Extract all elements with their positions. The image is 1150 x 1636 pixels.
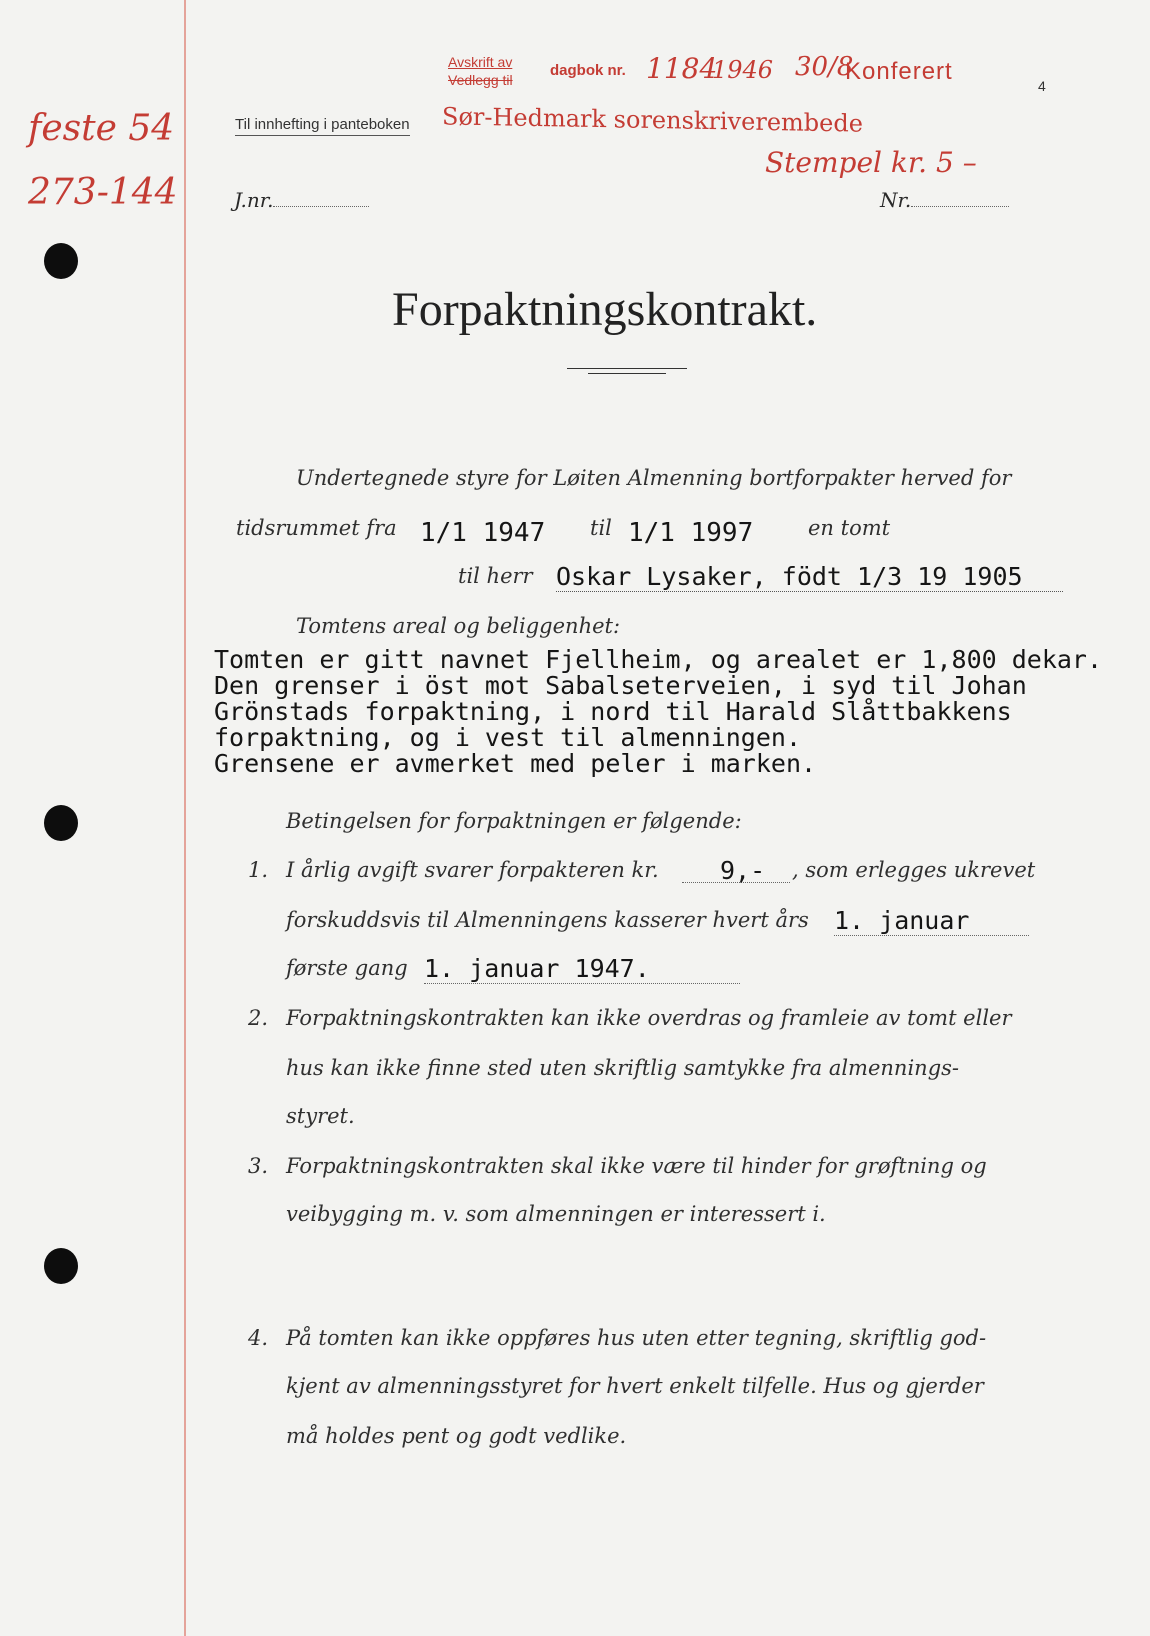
stamp-vedlegg: Vedlegg til	[448, 72, 513, 88]
condition-4-line-1: På tomten kan ikke oppføres hus uten etter tegning, skriftlig god-	[286, 1326, 987, 1350]
document-title: Forpaktningskontrakt.	[392, 283, 818, 336]
stamp-date: 30/8	[795, 52, 854, 82]
intro-til-herr: til herr	[458, 564, 533, 588]
margin-note-1: feste 54	[28, 108, 175, 149]
intro-en-tomt: en tomt	[808, 516, 891, 540]
areal-line-2: Den grenser i öst mot Sabalseterveien, i syd til Johan	[214, 671, 1027, 700]
jnr-label: J.nr.	[234, 188, 274, 212]
intro-tidsrummet: tidsrummet fra	[236, 516, 397, 540]
condition-2-line-2: hus kan ikke finne sted uten skriftlig samtykke fra almennings-	[286, 1056, 960, 1080]
stamp-year: 1946	[712, 56, 774, 84]
nr-label: Nr.	[880, 188, 912, 212]
margin-note-2: 273-144	[28, 172, 178, 213]
condition-1-line-2: forskuddsvis til Almenningens kasserer hvert års	[286, 908, 809, 932]
areal-line-4: forpaktning, og i vest til almenningen.	[214, 723, 801, 752]
condition-2-number: 2.	[248, 1006, 269, 1030]
stamp-konferert: Konferert	[845, 58, 953, 85]
intro-til: til	[590, 516, 612, 540]
stamp-dagbok-number: 1184	[646, 52, 718, 85]
intro-to-date: 1/1 1997	[628, 518, 754, 548]
intro-line-1: Undertegnede styre for Løiten Almenning bortforpakter herved for	[296, 466, 1012, 490]
title-rule-short	[588, 373, 666, 374]
condition-1-text-a: I årlig avgift svarer forpakteren kr.	[286, 858, 659, 882]
areal-line-3: Grönstads forpaktning, i nord til Harald Slåttbakkens	[214, 697, 1012, 726]
embede-stamp: Sør-Hedmark sorenskriverembede	[442, 102, 863, 138]
condition-2-line-3: styret.	[286, 1104, 355, 1128]
stamp-dagbok: dagbok nr.	[550, 62, 626, 79]
innhefting-label: Til innhefting i panteboken	[235, 116, 410, 136]
condition-4-number: 4.	[248, 1326, 269, 1350]
margin-rule	[184, 0, 186, 1636]
stamp-avskrift: Avskrift av	[448, 54, 513, 70]
condition-1-line-3: første gang	[286, 956, 408, 980]
jnr-field	[234, 188, 369, 212]
condition-2-line-1: Forpaktningskontrakten kan ikke overdras og framleie av tomt eller	[286, 1006, 1012, 1030]
intro-person: Oskar Lysaker, födt 1/3 19 1905	[556, 562, 1063, 592]
condition-3-line-2: veibygging m. v. som almenningen er interessert i.	[286, 1202, 826, 1226]
punch-hole	[44, 243, 78, 279]
page-mark: 4	[1038, 78, 1046, 94]
condition-3-number: 3.	[248, 1154, 269, 1178]
conditions-heading: Betingelsen for forpaktningen er følgende:	[286, 809, 742, 833]
title-rule	[567, 368, 687, 369]
stempel-note: Stempel kr. 5 –	[765, 146, 977, 179]
nr-field	[880, 188, 1009, 212]
areal-line-5: Grensene er avmerket med peler i marken.	[214, 749, 817, 778]
areal-heading: Tomtens areal og beliggenhet:	[296, 614, 621, 638]
punch-hole	[44, 805, 78, 841]
condition-3-line-1: Forpaktningskontrakten skal ikke være til hinder for grøftning og	[286, 1154, 987, 1178]
intro-from-date: 1/1 1947	[420, 518, 546, 548]
condition-1-number: 1.	[248, 858, 269, 882]
condition-1-first: 1. januar 1947.	[424, 954, 740, 984]
condition-1-due: 1. januar	[834, 906, 1029, 936]
punch-hole	[44, 1248, 78, 1284]
areal-line-1: Tomten er gitt navnet Fjellheim, og arealet er 1,800 dekar.	[214, 645, 1103, 674]
condition-4-line-3: må holdes pent og godt vedlike.	[286, 1424, 627, 1448]
condition-1-text-b: , som erlegges ukrevet	[792, 858, 1036, 882]
condition-1-amount: 9,-	[720, 856, 766, 885]
condition-4-line-2: kjent av almenningsstyret for hvert enkelt tilfelle. Hus og gjerder	[286, 1374, 984, 1398]
